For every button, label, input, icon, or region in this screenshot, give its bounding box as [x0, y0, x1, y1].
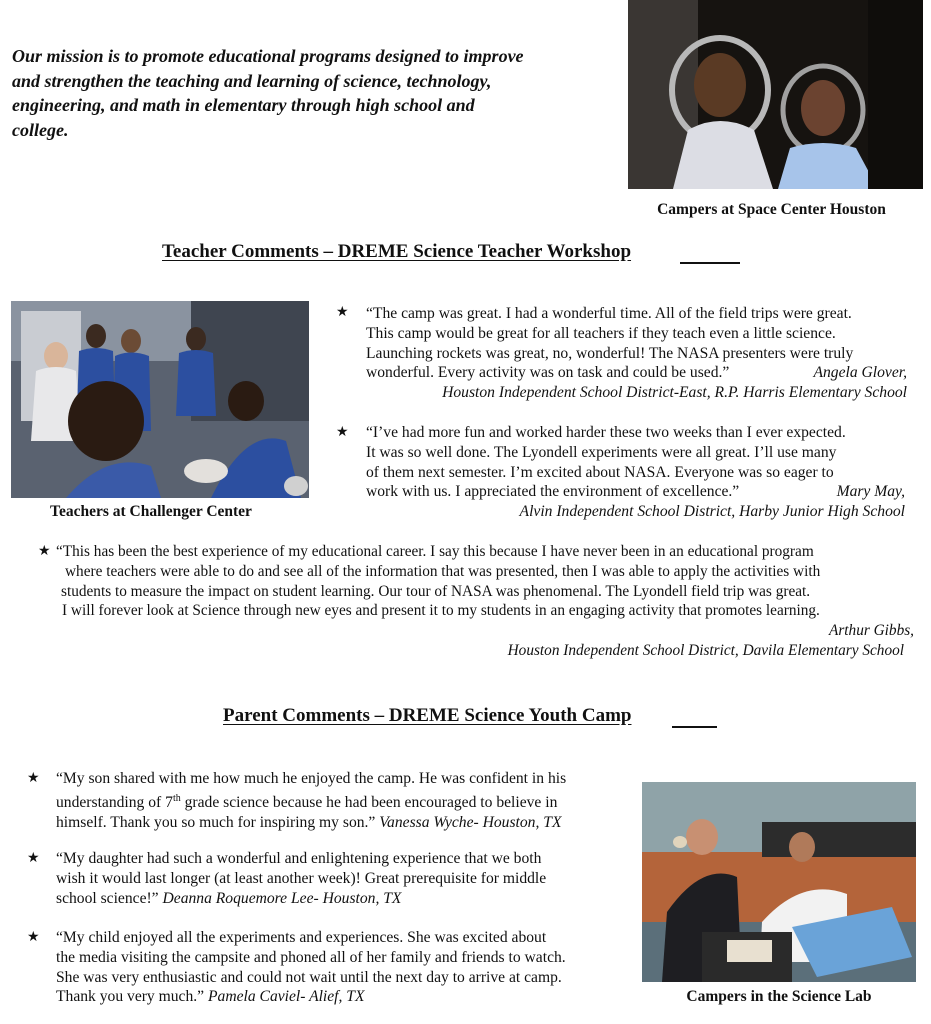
science-lab-caption: Campers in the Science Lab — [686, 988, 872, 1005]
quote-line: “My son shared with me how much he enjoyed the camp. He was confident in his — [56, 770, 567, 787]
attribution: Pamela Caviel- Alief, TX — [208, 988, 365, 1006]
attribution-name: Arthur Gibbs, — [829, 622, 914, 640]
teacher-quote-2 — [366, 423, 911, 522]
teacher-quote-1 — [366, 304, 911, 403]
quote-line: “I’ve had more fun and worked harder these two weeks than I ever expected. — [366, 424, 846, 441]
quote-line: the media visiting the campsite and phoned all of her family and friends to watch. — [56, 948, 566, 966]
bullet-star-icon: ★ — [336, 425, 349, 440]
attribution-affiliation: Houston Independent School District, Davila Elementary School — [507, 641, 904, 659]
quote-line: “My daughter had such a wonderful and enlightening experience that we both — [56, 850, 542, 867]
quote-line: “The camp was great. I had a wonderful time. All of the field trips were great. — [366, 305, 852, 322]
quote-line: wish it would last longer (at least another week)! Great prerequisite for middle — [56, 869, 547, 887]
teacher-section-title: Teacher Comments – DREME Science Teacher Workshop — [162, 241, 632, 262]
parent-quote-3 — [56, 928, 636, 1007]
attribution: Vanessa Wyche- Houston, TX — [379, 813, 562, 831]
quote-line: wonderful. Every activity was on task and could be used.” Angela Glover, — [366, 364, 907, 382]
quote-line: I will forever look at Science through new eyes and present it to my students in an engaging activity that promotes learning. — [62, 602, 820, 620]
teacher-title-underline-extension — [680, 262, 740, 264]
bullet-star-icon: ★ — [38, 544, 51, 559]
quote-line: work with us. I appreciated the environment of excellence.” Mary May, — [366, 483, 905, 501]
quote-line: understanding of 7th grade science because he had been encouraged to believe in — [56, 792, 558, 811]
quote-line: where teachers were able to do and see all of the information that was presented, then I was able to apply the activities with — [65, 562, 821, 580]
photo-space-center — [628, 0, 923, 189]
parent-section-title: Parent Comments – DREME Science Youth Camp — [223, 705, 632, 726]
photo-science-lab — [642, 782, 916, 982]
quote-line: “My child enjoyed all the experiments and experiences. She was excited about — [56, 929, 547, 946]
quote-line: Launching rockets was great, no, wonderful! The NASA presenters were truly — [366, 344, 854, 362]
bullet-star-icon: ★ — [27, 930, 40, 945]
parent-quote-1 — [56, 769, 631, 833]
quote-line: This camp would be great for all teachers if they teach even a little science. — [366, 324, 836, 342]
parent-quote-2 — [56, 849, 631, 908]
quote-line: students to measure the impact on student learning. Our tour of NASA was phenomenal. The Lyondell field trip was great. — [61, 582, 811, 600]
parent-title-underline-extension — [672, 726, 717, 728]
bullet-star-icon: ★ — [27, 771, 40, 786]
attribution-name: Angela Glover, — [813, 364, 907, 382]
quote-line: Thank you very much.” Pamela Caviel- Alief, TX — [56, 988, 365, 1006]
mission-statement: Our mission is to promote educational programs designed to improve and strengthen the teaching and learning of science, technology, engineering, and math in elementary through high school and college. — [12, 46, 524, 140]
space-center-caption: Campers at Space Center Houston — [657, 201, 886, 218]
quote-line: of them next semester. I’m excited about NASA. Everyone was so eager to — [366, 463, 834, 481]
attribution-affiliation: Houston Independent School District-East, R.P. Harris Elementary School — [442, 384, 907, 402]
teacher-quote-3 — [56, 542, 918, 661]
bullet-star-icon: ★ — [336, 305, 349, 320]
quote-line: She was very enthusiastic and could not wait until the next day to arrive at camp. — [56, 968, 562, 986]
attribution-affiliation: Alvin Independent School District, Harby Junior High School — [519, 503, 905, 521]
photo-challenger-center — [11, 301, 309, 498]
bullet-star-icon: ★ — [27, 851, 40, 866]
attribution: Deanna Roquemore Lee- Houston, TX — [162, 889, 402, 907]
quote-line: himself. Thank you so much for inspiring my son.” Vanessa Wyche- Houston, TX — [56, 813, 562, 831]
attribution-name: Mary May, — [836, 483, 905, 501]
challenger-caption: Teachers at Challenger Center — [50, 503, 252, 520]
quote-line: It was so well done. The Lyondell experiments were all great. I’ll use many — [366, 443, 837, 461]
quote-line: “This has been the best experience of my educational career. I say this because I have never been in an educational program — [56, 543, 814, 560]
quote-line: school science!” Deanna Roquemore Lee- Houston, TX — [56, 889, 402, 907]
